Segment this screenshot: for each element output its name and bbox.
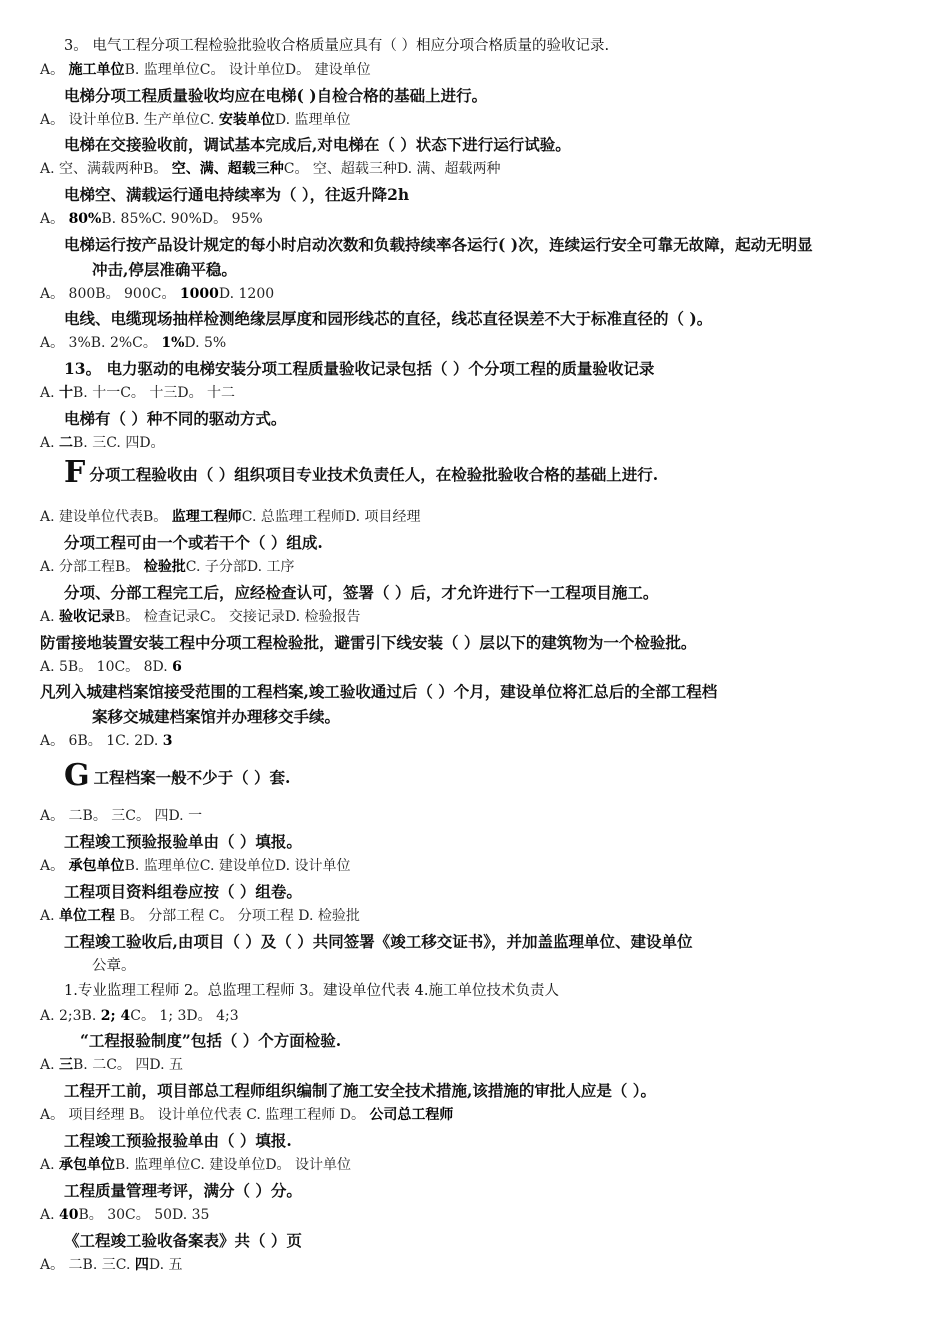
question-line: “工程报验制度”包括（ ）个方面检验. [80,1031,342,1050]
question-line: 工程质量管理考评，满分（ ）分。 [64,1181,302,1200]
answer-options: A. 三B. 二C。 四D. 五 [40,1057,183,1073]
option-list: 1.专业监理工程师 2。总监理工程师 3。建设单位代表 4.施工单位技术负责人 [64,983,559,999]
question-line: 3。 电气工程分项工程检验批验收合格质量应具有（ ）相应分项合格质量的验收记录. [64,38,610,54]
answer-options: A. 二B. 三C. 四D。 [40,435,165,451]
question-line: 分项、分部工程完工后，应经检查认可，签署（ ）后，才允许进行下一工程项目施工。 [64,583,659,602]
question-line: 电梯有（ ）种不同的驱动方式。 [64,409,287,428]
answer-options: A. 2;3B. 2; 4C。 1; 3D。 4;3 [40,1008,239,1024]
answer-options: A。 800B。 900C。 1000D. 1200 [40,286,275,302]
question-text: 分项工程验收由（ ）组织项目专业技术负责任人，在检验批验收合格的基础上进行. [89,465,659,484]
answer-options: A. 40B。 30C。 50D. 35 [40,1207,210,1223]
answer-options: A。 二B。 三C。 四D. 一 [40,808,203,824]
answer-options: A. 分部工程B。 检验批C. 子分部D. 工序 [40,559,295,575]
question-line: 13。 电力驱动的电梯安装分项工程质量验收记录包括（ ）个分项工程的质量验收记录 [64,359,655,378]
answer-options: A. 承包单位B. 监理单位C. 建设单位D。 设计单位 [40,1157,351,1173]
section-letter: F [64,455,86,490]
question-line: 工程开工前，项目部总工程师组织编制了施工安全技术措施,该措施的审批人应是（ ）。 [64,1081,657,1100]
question-line: 工程竣工预验报验单由（ ）填报. [64,1131,292,1150]
answer-options: A。 80%B. 85%C. 90%D。 95% [40,211,263,227]
question-line: 电梯在交接验收前，调试基本完成后,对电梯在（ ）状态下进行运行试验。 [64,135,571,154]
question-line: 工程项目资料组卷应按（ ）组卷。 [64,882,302,901]
question-line: 凡列入城建档案馆接受范围的工程档案,竣工验收通过后（ ）个月，建设单位将汇总后的全部工程档 [40,682,718,701]
question-line: 电梯空、满载运行通电持续率为（ ），往返升降2h [64,185,410,204]
answer-options: A。 施工单位B. 监理单位C。 设计单位D。 建设单位 [40,62,371,78]
question-line: 分项工程可由一个或若干个（ ）组成. [64,533,323,552]
question-line: 工程竣工预验报验单由（ ）填报。 [64,832,302,851]
question-line: 防雷接地装置安装工程中分项工程检验批，避雷引下线安装（ ）层以下的建筑物为一个检验批。 [40,633,697,652]
question-line: 电梯分项工程质量验收均应在电梯( )自检合格的基础上进行。 [64,86,488,105]
question-continuation: 冲击,停层准确平稳。 [92,260,237,279]
answer-options: A. 建设单位代表B。 监理工程师C. 总监理工程师D. 项目经理 [40,509,421,525]
answer-options: A。 6B。 1C. 2D. 3 [40,733,173,749]
section-letter: G [64,758,90,793]
question-line: 《工程竣工验收备案表》共（ ）页 [64,1231,302,1250]
answer-options: A。 设计单位B. 生产单位C. 安装单位D. 监理单位 [40,112,351,128]
answer-options: A。 二B. 三C. 四D. 五 [40,1257,183,1273]
question-text: 工程档案一般不少于（ ）套. [93,768,291,787]
answer-options: A. 验收记录B。 检查记录C。 交接记录D. 检验报告 [40,609,361,625]
question-continuation: 公章。 [92,958,136,974]
answer-options: A。 承包单位B. 监理单位C. 建设单位D. 设计单位 [40,858,351,874]
answer-options: A. 单位工程 B。 分部工程 C。 分项工程 D. 检验批 [40,908,360,924]
question-line: 电梯运行按产品设计规定的每小时启动次数和负载持续率各运行( )次，连续运行安全可靠无故障，起动无明显 [64,235,813,254]
question-line: 电线、电缆现场抽样检测绝缘层厚度和园形线芯的直径，线芯直径误差不大于标准直径的（ )。 [64,309,713,328]
question-continuation: 案移交城建档案馆并办理移交手续。 [92,707,341,726]
question-line: 工程竣工验收后,由项目（ ）及（ ）共同签署《竣工移交证书》，并加盖监理单位、建设单位 [64,932,693,951]
answer-options: A. 十B. 十一C。 十三D。 十二 [40,385,236,401]
section-question [40,455,659,490]
answer-options: A. 空、满载两种B。 空、满、超载三种C。 空、超载三种D. 满、超载两种 [40,161,501,177]
answer-options: A。 项目经理 B。 设计单位代表 C. 监理工程师 D。 公司总工程师 [40,1107,454,1123]
section-question [40,758,291,793]
answer-options: A. 5B。 10C。 8D. 6 [40,659,182,675]
answer-options: A。 3%B. 2%C。 1%D. 5% [40,335,227,351]
